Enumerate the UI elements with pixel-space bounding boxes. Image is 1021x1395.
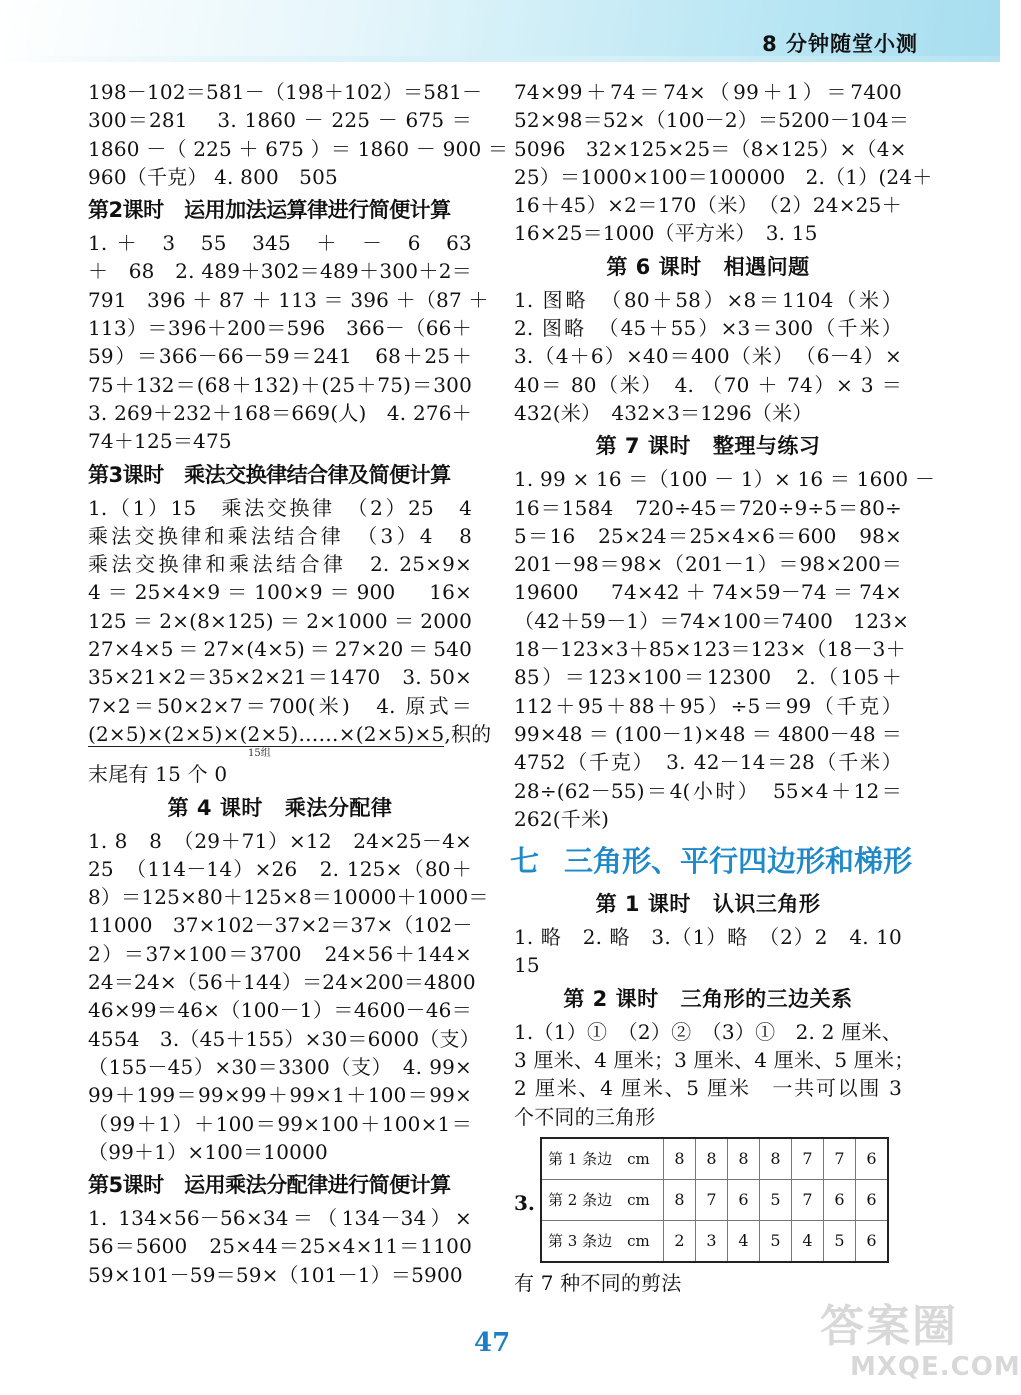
watermark-url: MXQE.COM — [850, 1352, 1021, 1382]
answer-line: ＋ 68 2. 489＋302＝489＋300＋2＝ — [88, 259, 472, 284]
answer-line: （99＋1）×100＝10000 — [88, 1139, 328, 1164]
answer-line: 56＝5600 25×44＝25×4×11＝1100 — [88, 1234, 472, 1259]
answer-line: 262(千米) — [514, 806, 610, 831]
answer-line: 末尾有 15 个 0 — [88, 762, 228, 787]
lesson-4-title — [88, 791, 472, 825]
table-cell: 6 — [728, 1179, 760, 1220]
answer-line: 16＝1584 720÷45＝720÷9÷5＝80÷ — [514, 495, 902, 520]
lesson-4-answers — [88, 827, 489, 1167]
answer-line: 25 （114－14）×26 2. 125×（80＋ — [88, 856, 472, 881]
answer-line: 1. 99 × 16 ＝（100 － 1）× 16 ＝ 1600 － — [514, 467, 936, 492]
answer-line: （155－45）×30＝3300（支） 4. 99× — [88, 1054, 472, 1079]
header-band — [0, 0, 1000, 62]
answer-line: 35×21×2＝35×2×21＝1470 3. 50× — [88, 665, 472, 690]
underlined-expression-line — [88, 720, 492, 748]
answer-line: 791 396 ＋ 87 ＋ 113 ＝ 396 ＋（87 ＋ — [88, 287, 489, 312]
table-cell: 8 — [664, 1179, 696, 1220]
table-cell: 8 — [664, 1138, 696, 1180]
answer-line: 300＝281 3. 1860 － 225 － 675 ＝ — [88, 108, 472, 133]
lesson-5-title: 第5课时 运用乘法分配律进行简便计算 — [88, 1173, 451, 1198]
table-cell: 4 — [728, 1220, 760, 1262]
answer-line: 乘法交换律和乘法结合律 （3）4 8 — [88, 523, 472, 548]
table-cell: 7 — [696, 1179, 728, 1220]
table-cell: 8 — [760, 1138, 792, 1180]
table-cell: 6 — [824, 1179, 856, 1220]
answer-line: 18－123×3＋85×123＝123×（18－3＋ — [514, 637, 906, 662]
answer-line: 2 厘米、4 厘米、5 厘米 一共可以围 3 — [514, 1076, 902, 1101]
answer-line: 75＋132＝(68＋132)＋(25＋75)＝300 — [88, 372, 472, 397]
table-row — [541, 1220, 888, 1262]
watermark-text: 答案圈 — [820, 1301, 958, 1352]
lesson-4-number: 第 4 课时 — [167, 795, 263, 820]
answer-line: 3 厘米、4 厘米；3 厘米、4 厘米、5 厘米； — [514, 1048, 915, 1073]
table-cell: 3 — [696, 1220, 728, 1262]
answer-line: 46×99＝46×（100－1）＝4600－46＝ — [88, 998, 472, 1023]
lesson-7-title — [514, 429, 902, 463]
answer-line: （99＋1）＋100＝99×100＋100×1＝ — [88, 1111, 472, 1136]
answer-line: 40＝ 80（米） 4. （70 ＋ 74）× 3 ＝ — [514, 372, 902, 397]
chapter-lesson-1-title — [514, 887, 902, 921]
answer-line: 2）＝37×100＝3700 24×56＋144× — [88, 941, 472, 966]
answer-line: 25）＝1000×100＝100000 2.（1）(24＋ — [514, 164, 933, 189]
chapter-lesson-2-answers — [514, 1018, 915, 1131]
answer-line: 5096 32×125×25＝（8×125）×（4× — [514, 136, 907, 161]
lesson-3-answers — [88, 494, 492, 789]
answer-line: 24＝24×（56＋144）＝24×200＝4800 — [88, 970, 476, 995]
chapter-title: 三角形、平行四边形和梯形 — [564, 844, 913, 879]
answer-line: 15 — [514, 953, 540, 978]
lesson-7-name: 整理与练习 — [712, 434, 821, 459]
row-label: 第 3 条边 cm — [541, 1220, 664, 1262]
chapter-lesson-2-title — [514, 982, 902, 1016]
answer-line: 960（千克） 4. 800 505 — [88, 164, 338, 189]
triangle-sides-section — [514, 1137, 902, 1269]
chapter-lesson-1-name: 认识三角形 — [712, 892, 821, 917]
answer-line: 4554 3.（45＋155）×30＝6000（支） — [88, 1026, 480, 1051]
expression-tail: ,积的 — [444, 721, 492, 746]
answer-line: 5＝16 25×24＝25×4×6＝600 98× — [514, 523, 902, 548]
answer-line: 个不同的三角形 — [514, 1104, 656, 1129]
lesson-4-name: 乘法分配律 — [284, 795, 393, 820]
answer-line: 201－98＝98×（201－1）＝98×200＝ — [514, 552, 902, 577]
answer-line: 85）＝123×100＝12300 2.（105＋ — [514, 665, 902, 690]
row-label: 第 1 条边 cm — [541, 1138, 664, 1180]
answer-line: 113）＝396＋200＝596 366－（66＋ — [88, 316, 472, 341]
answer-line: 16×25＝1000（平方米） 3. 15 — [514, 221, 818, 246]
table-cell: 8 — [696, 1138, 728, 1180]
chapter-lesson-2-name: 三角形的三边关系 — [680, 986, 853, 1011]
answer-line: 2. 图略 （45＋55）×3＝300（千米） — [514, 316, 902, 341]
answer-line: 乘法交换律和乘法结合律 2. 25×9× — [88, 552, 472, 577]
table-cell: 7 — [824, 1138, 856, 1180]
lesson-6-title — [514, 250, 902, 284]
page-number: 47 — [474, 1328, 511, 1358]
answer-line: 198－102＝581－（198＋102）＝581－ — [88, 80, 483, 104]
answer-line: 125＝2×(8×125)＝2×1000＝2000 — [88, 608, 472, 633]
answer-line: 432(米） 432×3＝1296（米） — [514, 400, 813, 425]
answer-line: 19600 74×42＋74×59－74＝74× — [514, 580, 902, 605]
table-cell: 7 — [792, 1138, 824, 1180]
answer-line: 1. ＋ 3 55 345 ＋ － 6 63 — [88, 231, 472, 256]
closing-answer: 有 7 种不同的剪法 — [514, 1270, 682, 1295]
question-number: 3. — [514, 1190, 535, 1215]
answer-line: 16＋45）×2＝170（米） （2）24×25＋ — [514, 193, 902, 218]
answer-line: 3. 269＋232＋168＝669(人) 4. 276＋ — [88, 400, 472, 425]
answer-line: 112＋95＋88＋95）÷5＝99（千克） — [514, 693, 902, 718]
underlined-expression: (2×5)×(2×5)×(2×5)……×(2×5)×5 — [88, 721, 445, 746]
chapter-lesson-2-number: 第 2 课时 — [563, 986, 659, 1011]
table-cell: 6 — [856, 1220, 889, 1262]
answer-line: 28÷(62－55)＝4(小时） 55×4＋12＝ — [514, 778, 902, 803]
lesson-3-title: 第3课时 乘法交换律结合律及简便计算 — [88, 462, 451, 487]
table-row — [541, 1138, 888, 1180]
table-cell: 5 — [760, 1220, 792, 1262]
lesson-2-answers — [88, 229, 489, 455]
answer-line: 1. 8 8 （29＋71）×12 24×25－4× — [88, 828, 472, 853]
table-cell: 2 — [664, 1220, 696, 1262]
answer-line: 1. 略 2. 略 3.（1）略 （2）2 4. 10 — [514, 925, 902, 950]
lesson-5-answers — [88, 1204, 472, 1289]
answer-line: 59×101－59＝59×（101－1）＝5900 — [88, 1262, 463, 1287]
lesson-7-number: 第 7 课时 — [595, 434, 691, 459]
header-title: 8 分钟随堂小测 — [762, 32, 918, 56]
answer-line: 4＝25×4×9＝100×9＝900 16× — [88, 580, 472, 605]
answer-line: 1. 图略 （80＋58）×8＝1104（米） — [514, 287, 902, 312]
intro-block — [88, 78, 509, 191]
lesson-2-title: 第2课时 运用加法运算律进行简便计算 — [88, 198, 451, 223]
answer-line: 74＋125＝475 — [88, 429, 232, 454]
answer-line: 1.（1）15 乘法交换律 （2）25 4 — [88, 495, 472, 520]
answer-line: 1. 134×56－56×34＝（134－34）× — [88, 1206, 472, 1231]
table-row — [541, 1179, 888, 1220]
table-cell: 6 — [856, 1138, 889, 1180]
table-cell: 6 — [856, 1179, 889, 1220]
answer-line: 99＋199＝99×99＋99×1＋100＝99× — [88, 1083, 472, 1108]
chapter-number: 七 — [510, 844, 540, 879]
answer-line: 27×4×5＝27×(4×5)＝27×20＝540 — [88, 637, 472, 662]
answer-line: 4752（千克） 3. 42－14＝28（千米） — [514, 750, 902, 775]
answer-line: 52×98＝52×（100－2）＝5200－104＝ — [514, 108, 910, 133]
chapter-lesson-1-number: 第 1 课时 — [595, 892, 691, 917]
row-label: 第 2 条边 cm — [541, 1179, 664, 1220]
brace-note: 15组 — [248, 748, 271, 760]
answer-line: 59）＝366－66－59＝241 68＋25＋ — [88, 344, 472, 369]
chapter-lesson-1-answers — [514, 923, 902, 980]
table-cell: 8 — [728, 1138, 760, 1180]
right-column — [510, 78, 936, 1297]
answer-line: 99×48＝(100－1)×48＝4800－48＝ — [514, 721, 902, 746]
answer-line: 1.（1）① （2）② （3）① 2. 2 厘米、 — [514, 1019, 902, 1044]
watermark-logo — [820, 1301, 1021, 1392]
answer-line: 11000 37×102－37×2＝37×（102－ — [88, 913, 473, 938]
lesson-6-name: 相遇问题 — [723, 254, 810, 279]
chapter-heading — [510, 841, 913, 881]
table-cell: 4 — [792, 1220, 824, 1262]
answer-line: （42＋59－1）＝74×100＝7400 123× — [514, 608, 910, 633]
table-cell: 7 — [792, 1179, 824, 1220]
answer-line: 7×2＝50×2×7＝700(米) 4. 原式＝ — [88, 693, 472, 718]
answer-line: 8）＝125×80＋125×8＝10000＋1000＝ — [88, 885, 489, 910]
answer-line: 74×99＋74＝74×（99＋1）＝7400 — [514, 80, 902, 104]
triangle-sides-table — [540, 1137, 889, 1263]
left-column — [88, 78, 509, 1289]
lesson-6-answers — [514, 286, 902, 427]
table-cell: 5 — [760, 1179, 792, 1220]
answer-line: 3.（4＋6）×40＝400（米） （6－4）× — [514, 344, 902, 369]
answer-line: 1860 －（ 225 ＋ 675 ）＝ 1860 － 900 ＝ — [88, 136, 509, 161]
table-cell: 5 — [824, 1220, 856, 1262]
lesson-7-answers — [514, 465, 936, 833]
intro-block — [514, 78, 933, 248]
lesson-6-number: 第 6 课时 — [606, 254, 702, 279]
